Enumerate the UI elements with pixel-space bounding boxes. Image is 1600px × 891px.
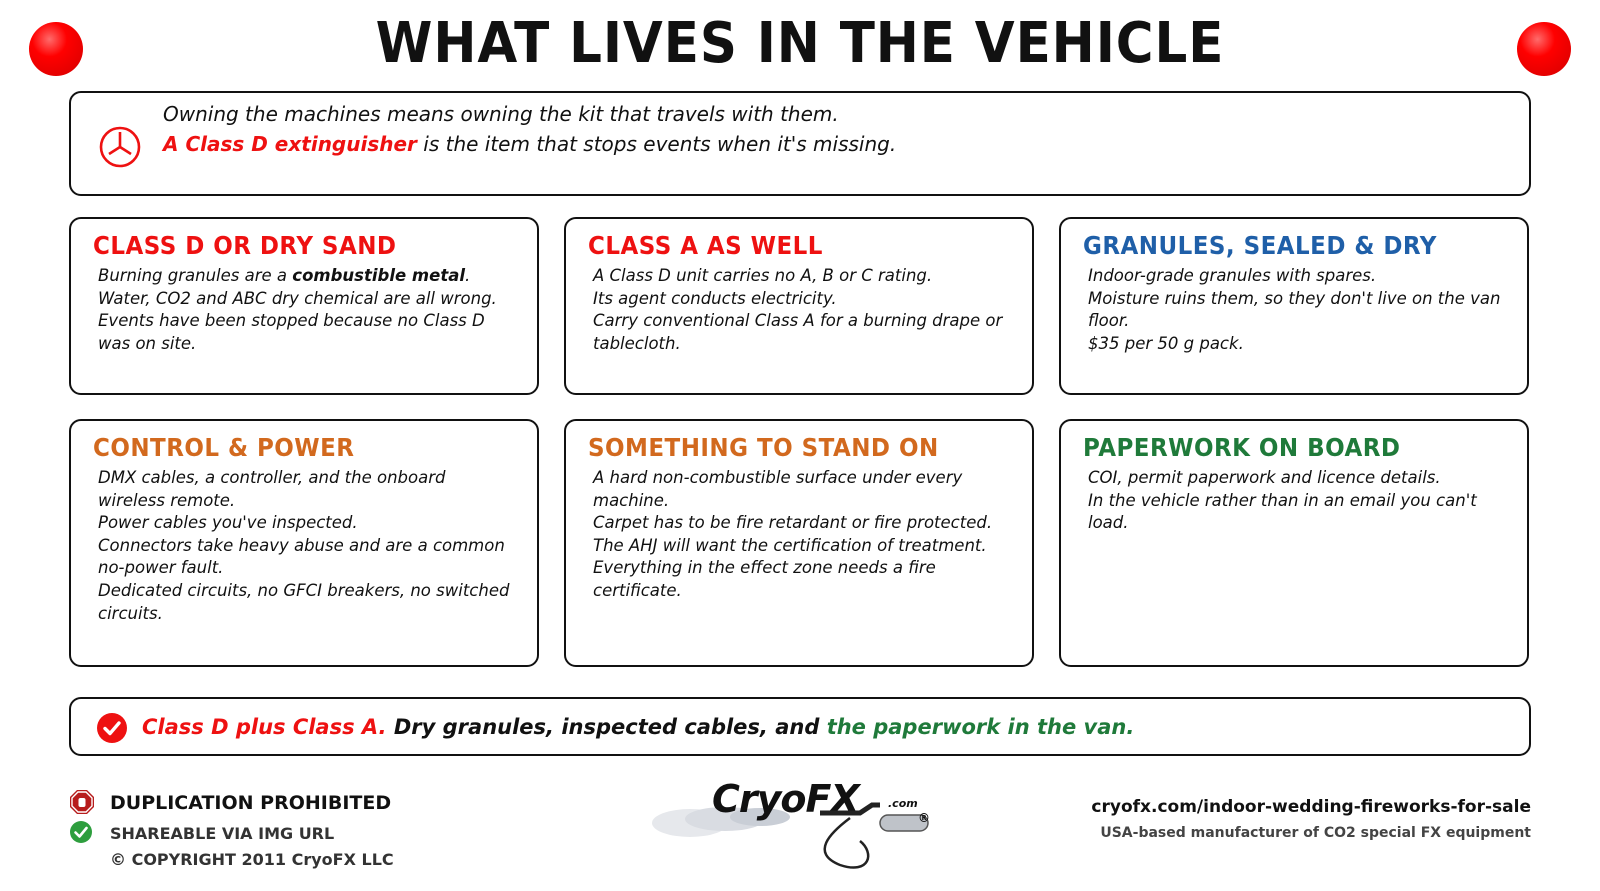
- card-line: Carry conventional Class A for a burning drape or tablecloth.: [593, 311, 1003, 353]
- card-heading: CLASS A AS WELL: [588, 231, 823, 260]
- intro-line-1: Owning the machines means owning the kit that travels with them.: [163, 102, 839, 126]
- intro-highlight: A Class D extinguisher: [163, 132, 417, 156]
- card-heading: CLASS D OR DRY SAND: [93, 231, 397, 260]
- card-line: Its agent conducts electricity.: [593, 288, 837, 308]
- card-line: Dedicated circuits, no GFCI breakers, no switched circuits.: [98, 580, 510, 623]
- summary-part-2: Dry granules, inspected cables, and: [386, 715, 827, 739]
- logo-domain: .com: [888, 797, 918, 810]
- card-body: [98, 265, 517, 355]
- card-line-bold: combustible metal: [292, 266, 465, 285]
- stop-hand-icon: [69, 789, 95, 815]
- card-heading: GRANULES, SEALED & DRY: [1083, 231, 1437, 260]
- card-class-d: [69, 217, 539, 395]
- card-body: [98, 467, 517, 625]
- check-circle-icon: [97, 713, 127, 743]
- card-heading: CONTROL & POWER: [93, 433, 355, 462]
- card-line: Indoor-grade granules with spares.: [1088, 266, 1377, 285]
- footer-tagline: USA-based manufacturer of CO2 special FX equipment: [1100, 825, 1531, 841]
- footer-right: [1091, 797, 1531, 841]
- card-granules: [1059, 217, 1529, 395]
- card-line: Events have been stopped because no Class D was on site.: [98, 311, 485, 353]
- card-body: [593, 467, 1012, 603]
- card-line: Water, CO2 and ABC dry chemical are all wrong.: [98, 288, 497, 308]
- card-line: Moisture ruins them, so they don't live on the van floor.: [1088, 288, 1501, 331]
- card-line: A hard non-combustible surface under every machine.: [593, 468, 963, 510]
- card-line: DMX cables, a controller, and the onboard wireless remote.: [98, 468, 446, 510]
- summary-box: [69, 697, 1531, 756]
- intro-line-2-rest: is the item that stops events when it's missing.: [416, 132, 897, 156]
- card-paperwork: [1059, 419, 1529, 667]
- intro-box: [69, 91, 1531, 196]
- card-heading: PAPERWORK ON BOARD: [1083, 433, 1401, 462]
- card-line: Power cables you've inspected.: [98, 513, 358, 533]
- card-stand-on: [564, 419, 1034, 667]
- page-title: WHAT LIVES IN THE VEHICLE: [375, 11, 1225, 76]
- card-line: Connectors take heavy abuse and are a common no-power fault.: [98, 535, 505, 578]
- duplication-text: DUPLICATION PROHIBITED: [110, 792, 392, 814]
- logo-text: CryoFX: [712, 777, 859, 821]
- footer-url-link[interactable]: cryofx.com/indoor-wedding-fireworks-for-sale: [1091, 797, 1531, 817]
- card-line: Carpet has to be fire retardant or fire protected.: [593, 513, 993, 533]
- card-line: In the vehicle rather than in an email you can't load.: [1088, 490, 1477, 533]
- summary-part-1: Class D plus Class A.: [142, 715, 387, 739]
- card-line: [98, 265, 517, 288]
- green-check-icon: [69, 820, 93, 844]
- card-heading: SOMETHING TO STAND ON: [588, 433, 939, 462]
- intro-line-2: [163, 129, 896, 159]
- card-body: [1088, 265, 1507, 355]
- summary-part-3: the paperwork in the van.: [826, 715, 1135, 739]
- shareable-text: SHAREABLE VIA IMG URL: [110, 824, 335, 843]
- copyright-text: © COPYRIGHT 2011 CryoFX LLC: [110, 850, 394, 869]
- summary-text: [142, 712, 1134, 742]
- card-line: COI, permit paperwork and licence details.: [1088, 468, 1441, 487]
- card-line: $35 per 50 g pack.: [1088, 333, 1244, 353]
- card-body: [1088, 467, 1507, 535]
- intro-text: [163, 99, 896, 159]
- cryofx-logo[interactable]: [650, 775, 960, 875]
- card-line-post: .: [465, 266, 471, 285]
- card-line: The AHJ will want the certification of treatment.: [593, 535, 987, 555]
- card-class-a: [564, 217, 1034, 395]
- card-line-text: Burning granules are a: [98, 266, 293, 285]
- card-control-power: [69, 419, 539, 667]
- card-line: Everything in the effect zone needs a fire certificate.: [593, 558, 936, 600]
- card-body: [593, 265, 1012, 355]
- registered-mark: ®: [918, 811, 930, 825]
- extinguisher-gauge-icon: [99, 126, 141, 168]
- card-line: A Class D unit carries no A, B or C rating.: [593, 266, 933, 285]
